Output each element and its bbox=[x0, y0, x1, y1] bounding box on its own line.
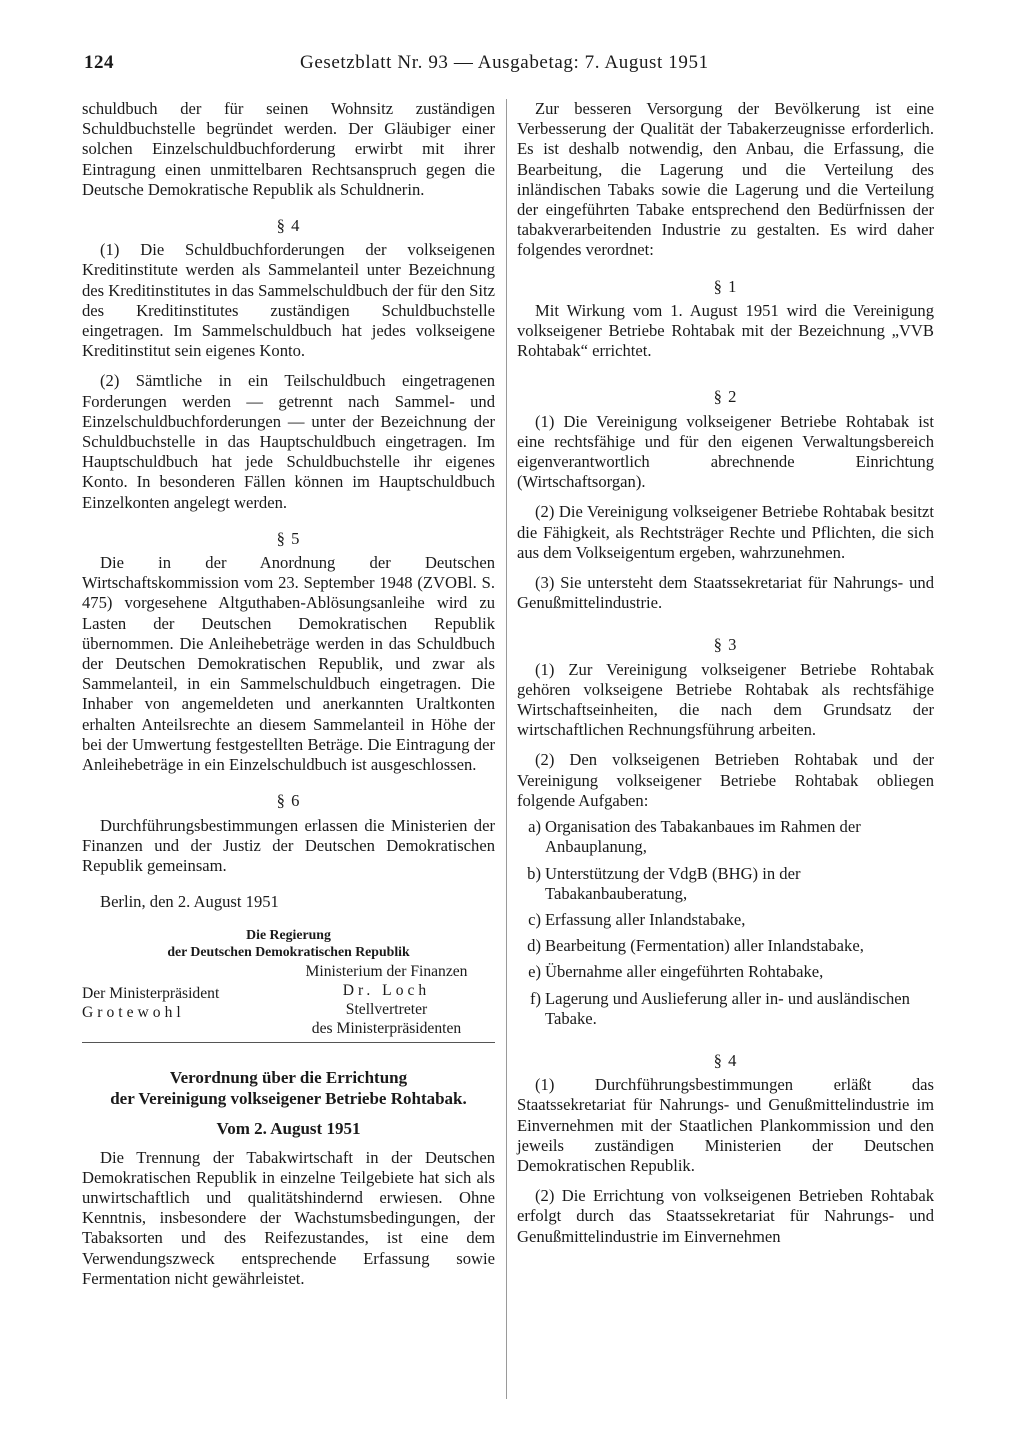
right-section-1-heading: § 1 bbox=[713, 276, 738, 296]
list-item-text: Übernahme aller eingeführten Rohtabake, bbox=[545, 962, 824, 982]
left-s5-paragraph-1: Die in der Anordnung der Deutschen Wirtschaftskommission vom 23. September 1948 (ZVOBl. S. 475) vorgesehene Altguthaben-Ablösungsanleihe wird zu Lasten der Deutschen Demokratischen Republik übernommen. Die Anleihebeträge werden in das Schuldbuch der Deutschen Demokratischen Republik, und zwar als Sammelanteil, in ein Sammelschuldbuch eingetragen. Die Inhaber von angemeldeten und anerkannten Uraltkonten erhalten Anteilsrechte an diesem Sammelanteil in Höhe der bei der Umwertung festgestellten Beträge. Die Eintragung der Anleihebeträge in ein Einzelschuldbuch ist ausgeschlossen. bbox=[82, 553, 495, 775]
left-intro-paragraph: schuldbuch der für seinen Wohnsitz zuständigen Schuldbuchstelle begründet werden. Der Gläubiger einer solchen Einzelschuldbuchforderung erwirbt mit ihrer Eintragung einen unmittelbaren Rechtsanspruch gegen die Deutsche Demokratische Republik als Schuldnerin. bbox=[82, 99, 495, 199]
right-section-3-heading: § 3 bbox=[713, 635, 738, 655]
list-item bbox=[517, 989, 934, 1029]
list-item-letter: e) bbox=[528, 962, 541, 982]
list-item bbox=[517, 817, 934, 857]
page-number: 124 bbox=[84, 52, 114, 73]
decree-title bbox=[82, 1067, 495, 1109]
decree-title-line-2: der Vereinigung volkseigener Betriebe Rohtabak. bbox=[110, 1089, 467, 1109]
list-item-letter: d) bbox=[527, 936, 541, 956]
left-section-5-heading: § 5 bbox=[276, 528, 301, 548]
right-s4-paragraph-2: (2) Die Errichtung von volkseigenen Betrieben Rohtabak erfolgt durch das Staatssekretariat für Nahrungs- und Genußmittelindustrie im Einvernehmen bbox=[517, 1186, 934, 1246]
list-item bbox=[517, 864, 934, 904]
right-intro-paragraph: Zur besseren Versorgung der Bevölkerung ist eine Verbesserung der Qualität der Tabakerzeugnisse erforderlich. Es ist deshalb notwendig, den Anbau, die Erfassung, die Bearbeitung, die Lagerung und die Verteilung des inländischen Tabaks sowie die Lagerung und die Verteilung der eingeführten Tabake entsprechend den Bedürfnissen der tabakverarbeitenden Industrie zu gestalten. Es wird daher folgendes verordnet: bbox=[517, 99, 934, 260]
signature-prime-minister bbox=[82, 984, 262, 1022]
right-column bbox=[517, 99, 934, 1247]
government-line-2: der Deutschen Demokratischen Republik bbox=[167, 944, 410, 960]
right-s2-paragraph-2: (2) Die Vereinigung volkseigener Betriebe Rohtabak besitzt die Fähigkeit, als Rechtsträger Rechte und Pflichten, die sich aus dem Volkseigentum ergeben, wahrzunehmen. bbox=[517, 502, 934, 562]
prime-minister-title: Der Ministerpräsident bbox=[82, 985, 220, 1003]
list-item-letter: b) bbox=[527, 863, 541, 883]
prime-minister-name: Grotewohl bbox=[82, 1004, 185, 1022]
left-column bbox=[82, 99, 495, 1289]
list-item bbox=[517, 936, 934, 956]
finance-minister-role-2: des Ministerpräsidenten bbox=[311, 1020, 462, 1038]
right-s1-paragraph-1: Mit Wirkung vom 1. August 1951 wird die Vereinigung volkseigener Betriebe Rohtabak mit der Bezeichnung „VVB Rohtabak“ errichtet. bbox=[517, 300, 934, 361]
list-item-text: Organisation des Tabakanbaues im Rahmen der Anbauplanung, bbox=[545, 817, 861, 857]
right-s3-paragraph-1: (1) Zur Vereinigung volkseigener Betriebe Rohtabak gehören volkseigene Betriebe Rohtabak als rechtsfähige Wirtschaftseinheiten, die nach dem Grundsatz der wirtschaftlichen Rechnungsführung arbeiten. bbox=[517, 659, 934, 740]
finance-minister-name: Dr. Loch bbox=[342, 982, 431, 1000]
decree-title-line-1: Verordnung über die Errichtung bbox=[169, 1068, 408, 1088]
left-section-4-heading: § 4 bbox=[276, 216, 301, 236]
running-head: Gesetzblatt Nr. 93 — Ausgabetag: 7. August 1951 bbox=[300, 52, 709, 73]
right-s4-paragraph-1: (1) Durchführungsbestimmungen erläßt das Staatssekretariat für Nahrungs- und Genußmittelindustrie im Einvernehmen mit der Staatlichen Plankommission und den jeweils zuständigen Ministerien der Deutschen Demokratischen Republik. bbox=[517, 1075, 934, 1175]
right-s3-paragraph-2: (2) Den volkseigenen Betrieben Rohtabak und der Vereinigung volkseigener Betriebe Rohtabak obliegen folgende Aufgaben: bbox=[517, 750, 934, 810]
list-item bbox=[517, 910, 934, 930]
signatures bbox=[82, 962, 495, 1038]
column-divider bbox=[506, 99, 507, 1399]
list-item-text: Erfassung aller Inlandstabake, bbox=[545, 909, 746, 929]
signature-finance-ministry bbox=[278, 962, 495, 1038]
finance-ministry-title: Ministerium der Finanzen bbox=[305, 963, 468, 981]
right-s2-paragraph-1: (1) Die Vereinigung volkseigener Betriebe Rohtabak ist eine rechtsfähige und für den eigenen Verwaltungsbereich eigenverantwortlich abrechnende Einrichtung (Wirtschaftsorgan). bbox=[517, 411, 934, 492]
right-section-4-heading: § 4 bbox=[713, 1050, 738, 1070]
left-section-6-heading: § 6 bbox=[276, 791, 301, 811]
place-and-date: Berlin, den 2. August 1951 bbox=[100, 892, 279, 912]
list-item-letter: a) bbox=[528, 817, 541, 837]
task-list bbox=[517, 817, 934, 1029]
list-item-text: Lagerung und Auslieferung aller in- und ausländischen Tabake. bbox=[545, 988, 910, 1028]
list-item bbox=[517, 962, 934, 982]
page-header bbox=[76, 52, 936, 80]
decree-date: Vom 2. August 1951 bbox=[216, 1119, 361, 1139]
right-s2-paragraph-3: (3) Sie untersteht dem Staatssekretariat für Nahrungs- und Genußmittelindustrie. bbox=[517, 573, 934, 613]
government-signature-block bbox=[82, 926, 495, 960]
list-item-text: Unterstützung der VdgB (BHG) in der Tabakanbauberatung, bbox=[545, 863, 801, 903]
right-section-2-heading: § 2 bbox=[713, 387, 738, 407]
list-item-letter: c) bbox=[528, 909, 541, 929]
section-divider bbox=[82, 1042, 495, 1043]
left-s4-paragraph-2: (2) Sämtliche in ein Teilschuldbuch eingetragenen Forderungen werden — getrennt nach Sammel- und Einzelschuldbuchforderungen — unter der Bezeichnung der Schuldbuchstelle in das Hauptschuldbuch eingetragen. Im Hauptschuldbuch hat jede Schuldbuchstelle ihr eigenes Konto. In besonderen Fällen können im Hauptschuldbuch Einzelkonten angelegt werden. bbox=[82, 371, 495, 512]
left-s4-paragraph-1: (1) Die Schuldbuchforderungen der volkseigenen Kreditinstitute werden als Sammelanteil unter Bezeichnung des Kreditinstitutes in das Sammelschuldbuch der für den Sitz des Kreditinstitutes zuständigen Schuldbuchstelle eingetragen. Im Sammelschuldbuch hat jedes volkseigene Kreditinstitut sein eigenes Konto. bbox=[82, 240, 495, 361]
government-line-1: Die Regierung bbox=[246, 927, 331, 943]
list-item-letter: f) bbox=[529, 988, 541, 1008]
list-item-text: Bearbeitung (Fermentation) aller Inlandstabake, bbox=[545, 936, 864, 956]
left-s6-paragraph-1: Durchführungsbestimmungen erlassen die Ministerien der Finanzen und der Justiz der Deutschen Demokratischen Republik gemeinsam. bbox=[82, 815, 495, 875]
finance-minister-role-1: Stellvertreter bbox=[345, 1001, 428, 1019]
decree-preamble-paragraph: Die Trennung der Tabakwirtschaft in der Deutschen Demokratischen Republik in einzelne Teilgebiete hat sich als unwirtschaftlich und qualitätshindernd erwiesen. Ohne Kenntnis, insbesondere der Wachstumsbedingungen, der Tabaksorten und des Reifezustandes, ist eine dem Verwendungszweck entsprechende Erfassung sowie Fermentation nicht gewährleistet. bbox=[82, 1147, 495, 1288]
